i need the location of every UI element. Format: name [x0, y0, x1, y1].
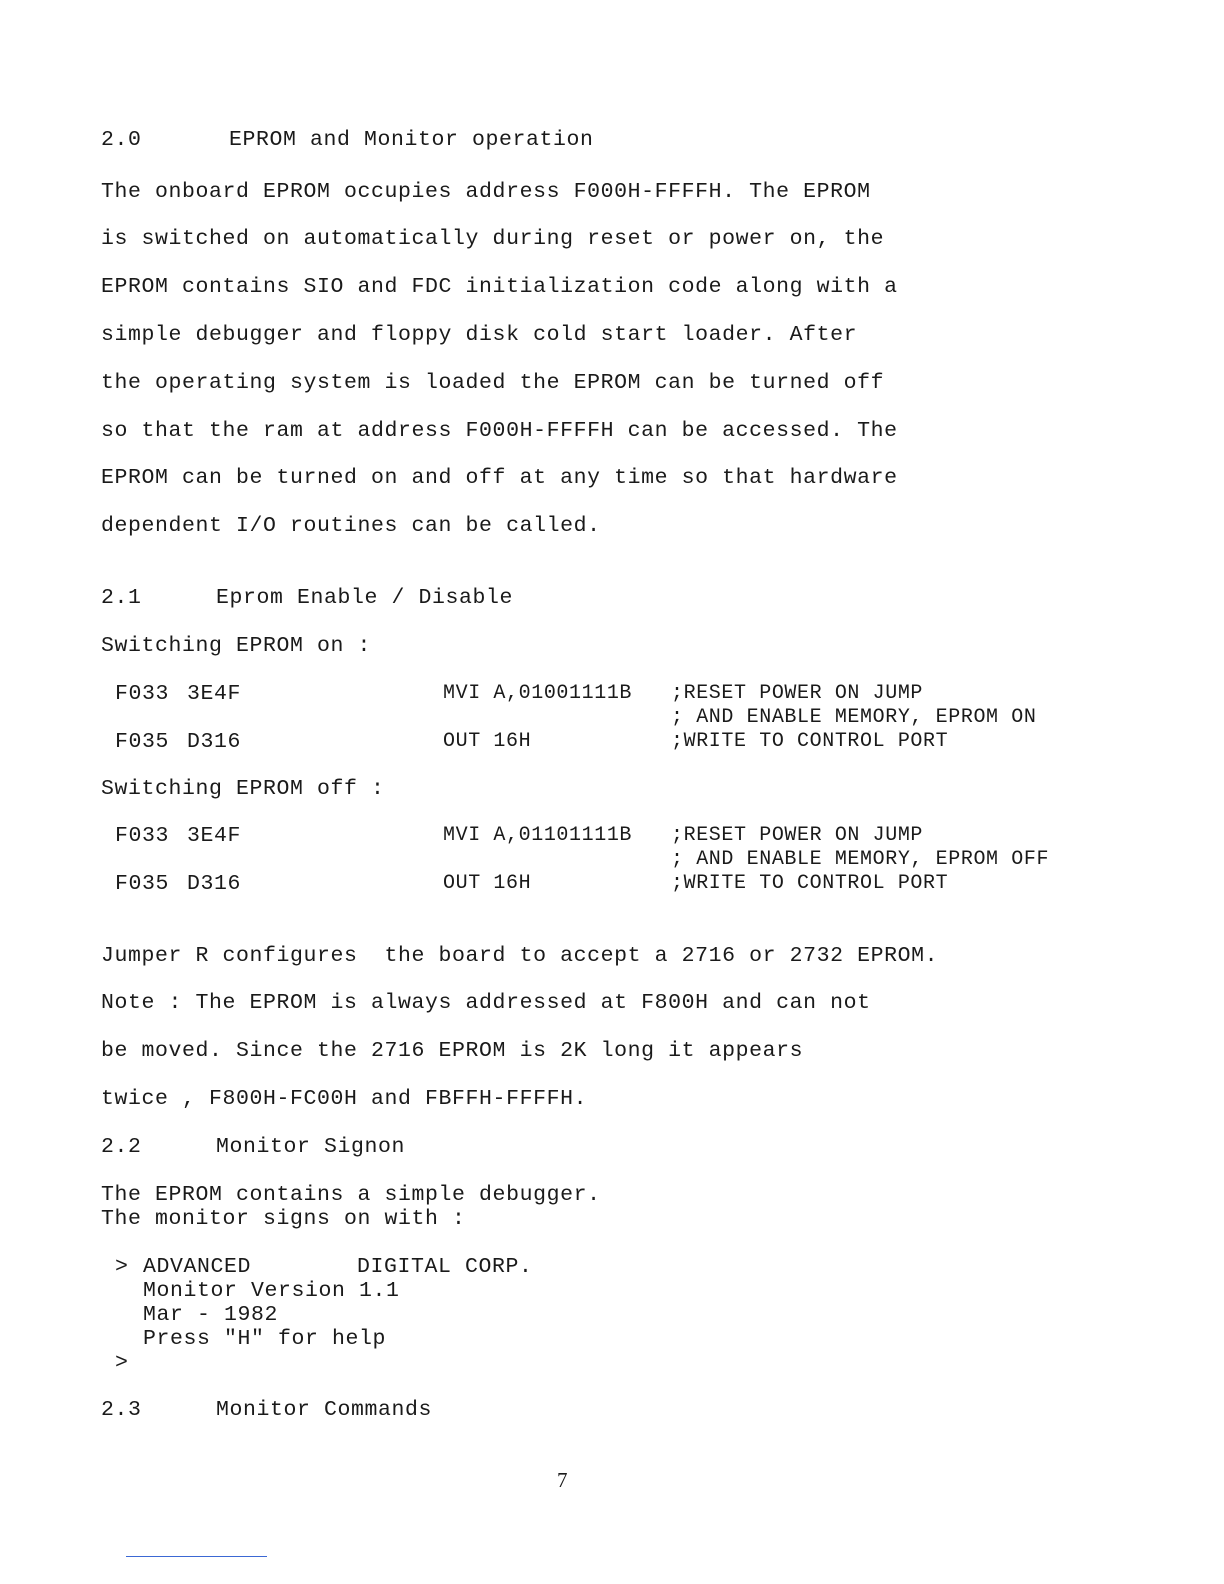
switch-off-label: Switching EPROM off :: [101, 777, 385, 801]
section-2-2-number: 2.2: [101, 1135, 142, 1159]
signon-version: Monitor Version 1.1: [143, 1279, 400, 1303]
signon-company: ADVANCED: [143, 1255, 252, 1279]
section-2-0-title: EPROM and Monitor operation: [229, 128, 594, 152]
section-2-3-title: Monitor Commands: [216, 1398, 433, 1422]
code-comment: ;WRITE TO CONTROL PORT: [671, 872, 949, 895]
code-instruction: MVI A,01101111B: [443, 824, 633, 847]
code-instruction: MVI A,01001111B: [443, 682, 633, 705]
paragraph-line: The monitor signs on with :: [101, 1207, 466, 1231]
code-instruction: OUT 16H: [443, 872, 532, 895]
signon-company: DIGITAL CORP.: [357, 1255, 533, 1279]
switch-on-label: Switching EPROM on :: [101, 634, 372, 658]
note-line: twice , F800H-FC00H and FBFFH-FFFFH.: [101, 1087, 588, 1111]
section-2-1-number: 2.1: [101, 586, 142, 610]
paragraph-line: is switched on automatically during reset or power on, the: [101, 227, 885, 251]
page-number: 7: [557, 1468, 568, 1492]
code-hex: D316: [187, 730, 242, 754]
code-hex: D316: [187, 872, 242, 896]
paragraph-line: EPROM can be turned on and off at any time so that hardware: [101, 466, 898, 490]
paragraph-line: The onboard EPROM occupies address F000H-FFFFH. The EPROM: [101, 180, 871, 204]
code-comment: ; AND ENABLE MEMORY, EPROM ON: [671, 706, 1037, 729]
note-line: Note : The EPROM is always addressed at F800H and can not: [101, 991, 871, 1015]
prompt-glyph: >: [115, 1351, 129, 1375]
code-comment: ;RESET POWER ON JUMP: [671, 682, 924, 705]
code-address: F035: [115, 730, 170, 754]
paragraph-line: so that the ram at address F000H-FFFFH can be accessed. The: [101, 419, 898, 443]
code-comment: ; AND ENABLE MEMORY, EPROM OFF: [671, 848, 1050, 871]
code-hex: 3E4F: [187, 682, 242, 706]
signon-date: Mar - 1982: [143, 1303, 279, 1327]
code-comment: ;RESET POWER ON JUMP: [671, 824, 924, 847]
paragraph-line: the operating system is loaded the EPROM can be turned off: [101, 371, 885, 395]
paragraph-line: EPROM contains SIO and FDC initialization code along with a: [101, 275, 898, 299]
code-hex: 3E4F: [187, 824, 242, 848]
prompt-glyph: >: [115, 1255, 129, 1279]
section-2-0-number: 2.0: [101, 128, 142, 152]
paragraph-line: The EPROM contains a simple debugger.: [101, 1183, 601, 1207]
code-comment: ;WRITE TO CONTROL PORT: [671, 730, 949, 753]
note-line: be moved. Since the 2716 EPROM is 2K long it appears: [101, 1039, 804, 1063]
code-address: F035: [115, 872, 170, 896]
paragraph-line: dependent I/O routines can be called.: [101, 514, 601, 538]
section-2-2-title: Monitor Signon: [216, 1135, 406, 1159]
note-line: Jumper R configures the board to accept a 2716 or 2732 EPROM.: [101, 944, 939, 968]
code-address: F033: [115, 824, 170, 848]
signon-help: Press "H" for help: [143, 1327, 387, 1351]
section-2-1-title: Eprom Enable / Disable: [216, 586, 514, 610]
section-2-3-number: 2.3: [101, 1398, 142, 1422]
footnote-rule: [126, 1556, 267, 1557]
paragraph-line: simple debugger and floppy disk cold start loader. After: [101, 323, 858, 347]
code-address: F033: [115, 682, 170, 706]
code-instruction: OUT 16H: [443, 730, 532, 753]
